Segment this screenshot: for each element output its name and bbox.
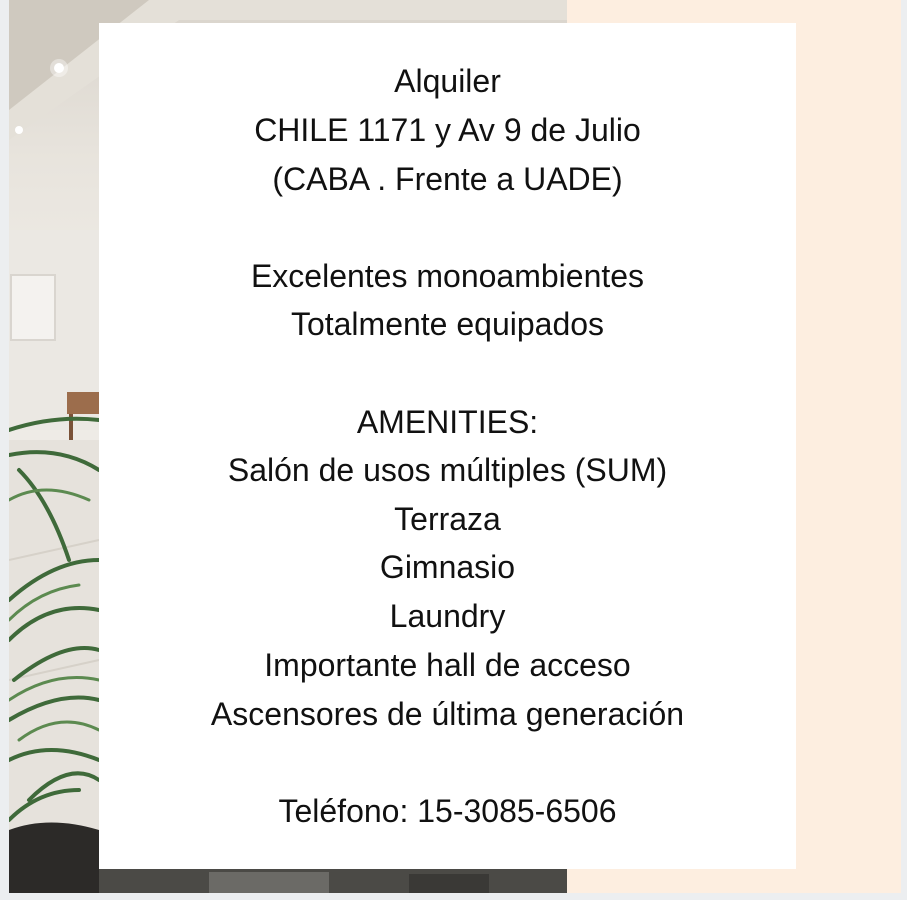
amenity-item: Salón de usos múltiples (SUM): [227, 452, 668, 488]
listing-card: [99, 23, 796, 869]
amenity-item: Importante hall de acceso: [264, 647, 631, 683]
flyer-frame: [9, 0, 901, 893]
amenity-item: Ascensores de última generación: [210, 696, 685, 732]
listing-title: Alquiler: [394, 63, 501, 99]
amenity-item: Terraza: [394, 501, 501, 537]
amenities-heading: AMENITIES:: [356, 404, 539, 440]
listing-description-1: Excelentes monoambientes: [250, 258, 645, 294]
listing-description-2: Totalmente equipados: [290, 306, 605, 342]
phone-number: Teléfono: 15-3085-6506: [278, 793, 617, 829]
amenity-item: Gimnasio: [379, 549, 516, 585]
listing-address: CHILE 1171 y Av 9 de Julio: [254, 112, 641, 148]
listing-location: (CABA . Frente a UADE): [272, 161, 623, 197]
amenity-item: Laundry: [389, 598, 506, 634]
